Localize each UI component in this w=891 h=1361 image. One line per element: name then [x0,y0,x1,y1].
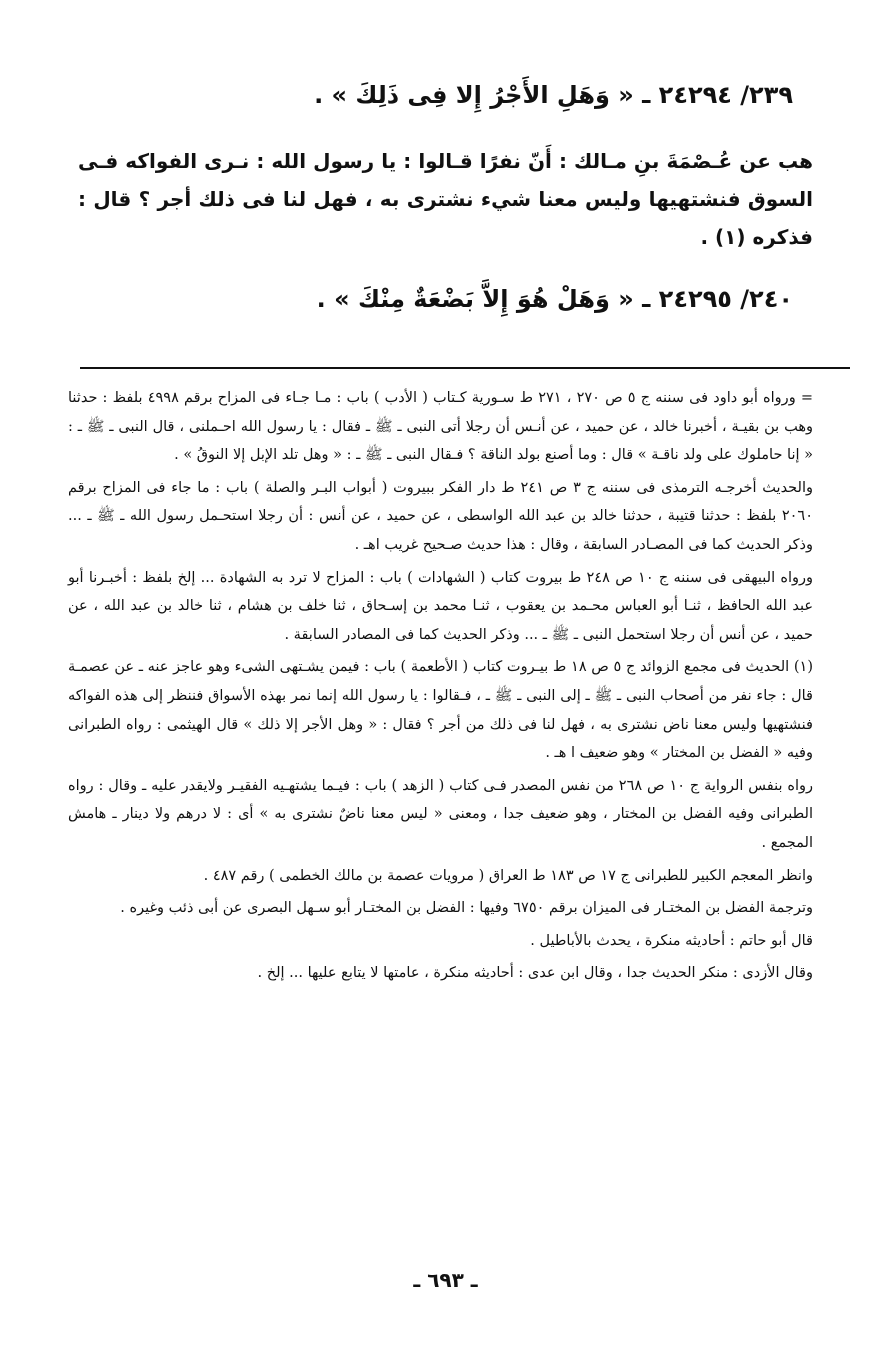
footnote-separator [80,367,850,369]
footnote-paragraph: وترجمة الفضل بن المختـار فى الميزان برقم ٦٧٥٠ وفيها : الفضل بن المختـار أبو سـهل البصرى عن أبى ذئب وغيره . [120,900,813,917]
hadith-entry-239: ٢٣٩/ ٢٤٢٩٤ ـ « وَهَلِ الأَجْرُ إِلا فِى ذَلِكَ » . [314,81,793,109]
footnote-paragraph: وانظر المعجم الكبير للطبرانى ج ١٧ ص ١٨٣ ط العراق ( مرويات عصمة بن مالك الخطمى ) رقم ٤٨٧ . [203,867,813,884]
footnote-paragraph: وقال الأزدى : منكر الحديث جدا ، وقال ابن عدى : أحاديثه منكرة ، عامتها لا يتابع عليها ... إلخ . [257,965,813,982]
footnote-paragraph: = ورواه أبو داود فى سننه ج ٥ ص ٢٧٠ ، ٢٧١ ط سـورية كـتاب ( الأدب ) باب : مـا جـاء فى المزاح برقم ٤٩٩٨ بلفظ : حدثنا وهب بن بقيـة ، أخبرنا خالد ، عن حميد ، عن أنـس أن رجلا أتى النبى ـ ﷺ ـ فقال : يا رسول الله احـملنى ، قال النبى ـ ﷺ ـ : « إنا حاملوك على ولد ناقـة » قال : وما أصنع بولد الناقة ؟ فـقال النبى ـ ﷺ ـ : « وهل تلد الإبل إلا النوقُ » . [68,390,813,464]
commentary-paragraph: هب عن عُـصْمَةَ بنِ مـالك : أَنّ نفرًا قـالوا : يا رسول الله : نـرى الفواكه فـى السوق فنشتهيها وليس معنا شيء نشترى به ، فهل لنا فى ذلك أجر ؟ قال : فذكره (١) . [78,149,813,249]
footnote-paragraph: ورواه البيهقى فى سننه ج ١٠ ص ٢٤٨ ط بيروت كتاب ( الشهادات ) باب : المزاح لا ترد به الشهادة ... إلخ بلفظ : أخبـرنا أبو عبد الله الحافظ ، ثنـا أبو العباس محـمد بن يعقوب ، ثنـا محمد بن إسـحاق ، ثنا خلف بن هشام ، ثنا خالد بن عبد الله ، عن حميد ، عن أنس أن رجلا استحمل النبى ـ ﷺ ـ ... وذكر الحديث كما فى المصادر السابقة . [68,569,814,643]
hadith-commentary [78,142,813,256]
footnote-paragraph: والحديث أخرجـه الترمذى فى سننه ج ٣ ص ٢٤١ ط دار الفكر ببيروت ( أبواب البـر والصلة ) باب : ما جاء فى المزاح برقم ٢٠٦٠ بلفظ : حدثنا قتيبة ، حدثنا خالد بن عبد الله الواسطى ، عن حميد ، عن أنس : أن رجلا استحـمل رسول الله ـ ﷺ ـ ... وذكر الحديث كما فى المصـادر السابقة ، وقال : هذا حديث صـحيح غريب اهـ . [68,479,813,553]
footnote-paragraph: قال أبو حاتم : أحاديثه منكرة ، يحدث بالأباطيل . [530,932,813,949]
hadith-entry-240: ٢٤٠/ ٢٤٢٩٥ ـ « وَهَلْ هُوَ إِلاَّ بَضْعَةٌ مِنْكَ » . [316,285,793,313]
footnote-paragraph: رواه بنفس الرواية ج ١٠ ص ٢٦٨ من نفس المصدر فـى كتاب ( الزهد ) باب : فيـما يشتهـيه الفقيـر ولايقدر عليه ـ وقال : رواه الطبرانى وفيه الفضل بن المختار ، وهو ضعيف جدا ، ومعنى « ليس معنا ناضٌ نشترى به » أى : لا درهم ولا دينار ـ هامش المجمع . [68,777,813,851]
footnotes [68,384,813,992]
footnote-paragraph: (١) الحديث فى مجمع الزوائد ج ٥ ص ١٨ ط بيـروت كتاب ( الأطعمة ) باب : فيمن يشـتهى الشىء وهو عاجز عنه ـ عن عصمـة قال : جاء نفر من أصحاب النبى ـ ﷺ ـ إلى النبى ـ ﷺ ـ ، فـقالوا : يا رسول الله إنما نمر بهذه الأسواق فننظر إلى هذه الفواكه فنشتهيها وليس معنا ناض نشترى به ، فهل لنا فى ذلك من أجر ؟ فقال : « وهل الأجر إلا ذلك » قال الهيثمى : رواه الطبرانى وفيه « الفضل بن المختار » وهو ضعيف ا هـ . [68,659,814,762]
page-number: ـ ٦٩٣ ـ [413,1268,478,1292]
